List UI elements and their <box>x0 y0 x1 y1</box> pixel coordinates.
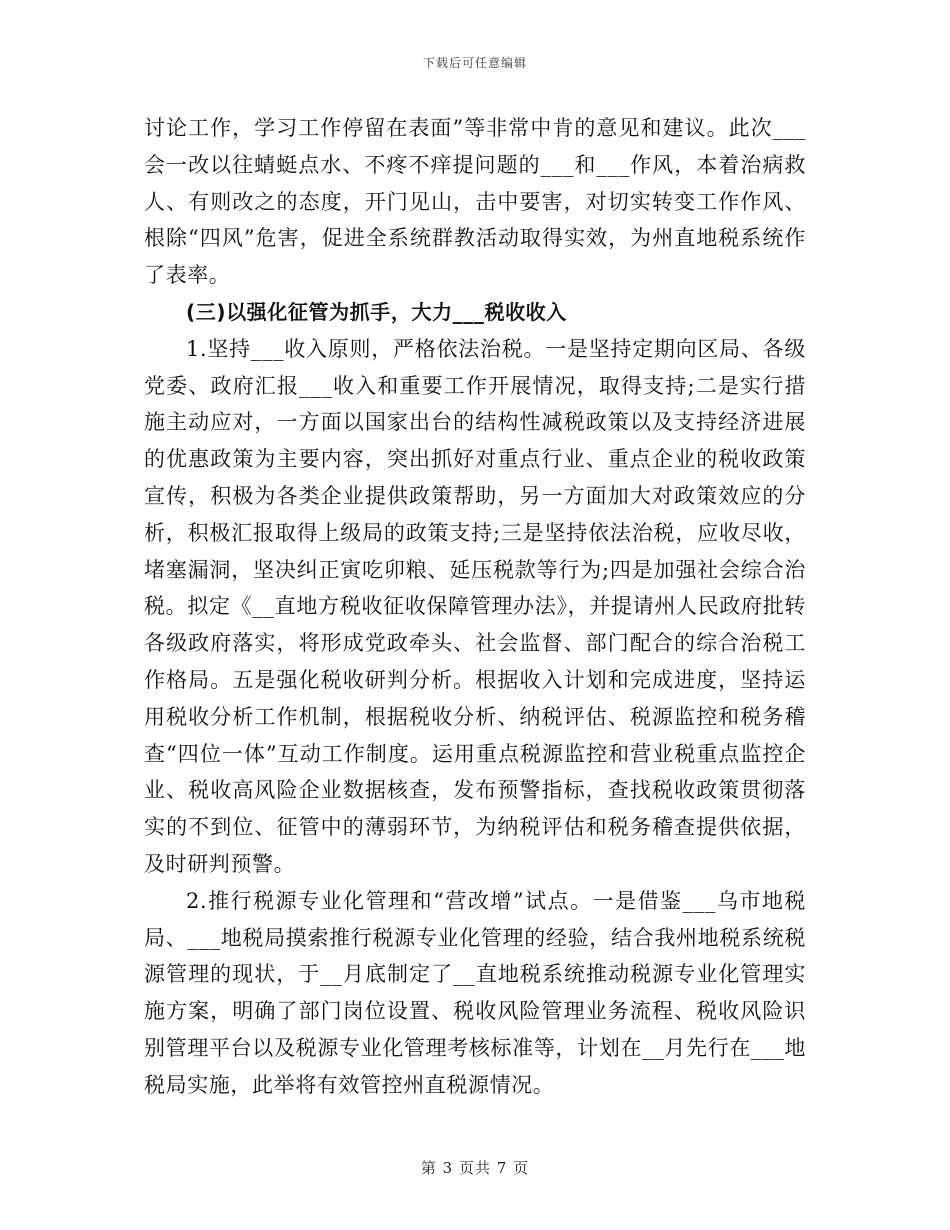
section-heading: (三)以强化征管为抓手，大力___税收收入 <box>186 299 567 324</box>
document-body <box>144 110 806 1104</box>
page-header-note: 下载后可任意编辑 <box>422 56 527 70</box>
paragraph-continuation: 讨论工作，学习工作停留在表面”等非常中肯的意见和建议。此次___会一改以往蜻蜓点水、不疼不痒提问题的___和___作风，本着治病救人、有则改之的态度，开门见山，击中要害，对切实转变工作作风、根除“四风”危害，促进全系统群教活动取得实效，为州直地税系统作了表率。 <box>144 116 806 288</box>
paragraph-item-2: 2.推行税源专业化管理和“营改增”试点。一是借鉴___乌市地税局、___地税局摸索推行税源专业化管理的经验，结合我州地税系统税源管理的现状，于__月底制定了__直地税系统推动税源专业化管理实施方案，明确了部门岗位设置、税收风险管理业务流程、税收风险识别管理平台以及税源专业化管理考核标准等，计划在__月先行在___地税局实施，此举将有效管控州直税源情况。 <box>144 888 806 1097</box>
paragraph-item-1: 1.坚持___收入原则，严格依法治税。一是坚持定期向区局、各级党委、政府汇报___收入和重要工作开展情况，取得支持;二是实行措施主动应对，一方面以国家出台的结构性减税政策以及支持经济进展的优惠政策为主要内容，突出抓好对重点行业、重点企业的税收政策宣传，积极为各类企业提供政策帮助，另一方面加大对政策效应的分析，积极汇报取得上级局的政策支持;三是坚持依法治税，应收尽收，堵塞漏洞，坚决纠正寅吃卯粮、延压税款等行为;四是加强社会综合治税。拟定《__直地方税收征收保障管理办法》，并提请州人民政府批转各级政府落实，将形成党政牵头、社会监督、部门配合的综合治税工作格局。五是强化税收研判分析。根据收入计划和完成进度，坚持运用税收分析工作机制，根据税收分析、纳税评估、税源监控和税务稽查“四位一体”互动工作制度。运用重点税源监控和营业税重点监控企业、税收高风险企业数据核查，发布预警指标，查找税收政策贯彻落实的不到位、征管中的薄弱环节，为纳税评估和税务稽查提供依据，及时研判预警。 <box>144 336 806 876</box>
page-number-footer: 第 3 页共 7 页 <box>420 1159 530 1177</box>
